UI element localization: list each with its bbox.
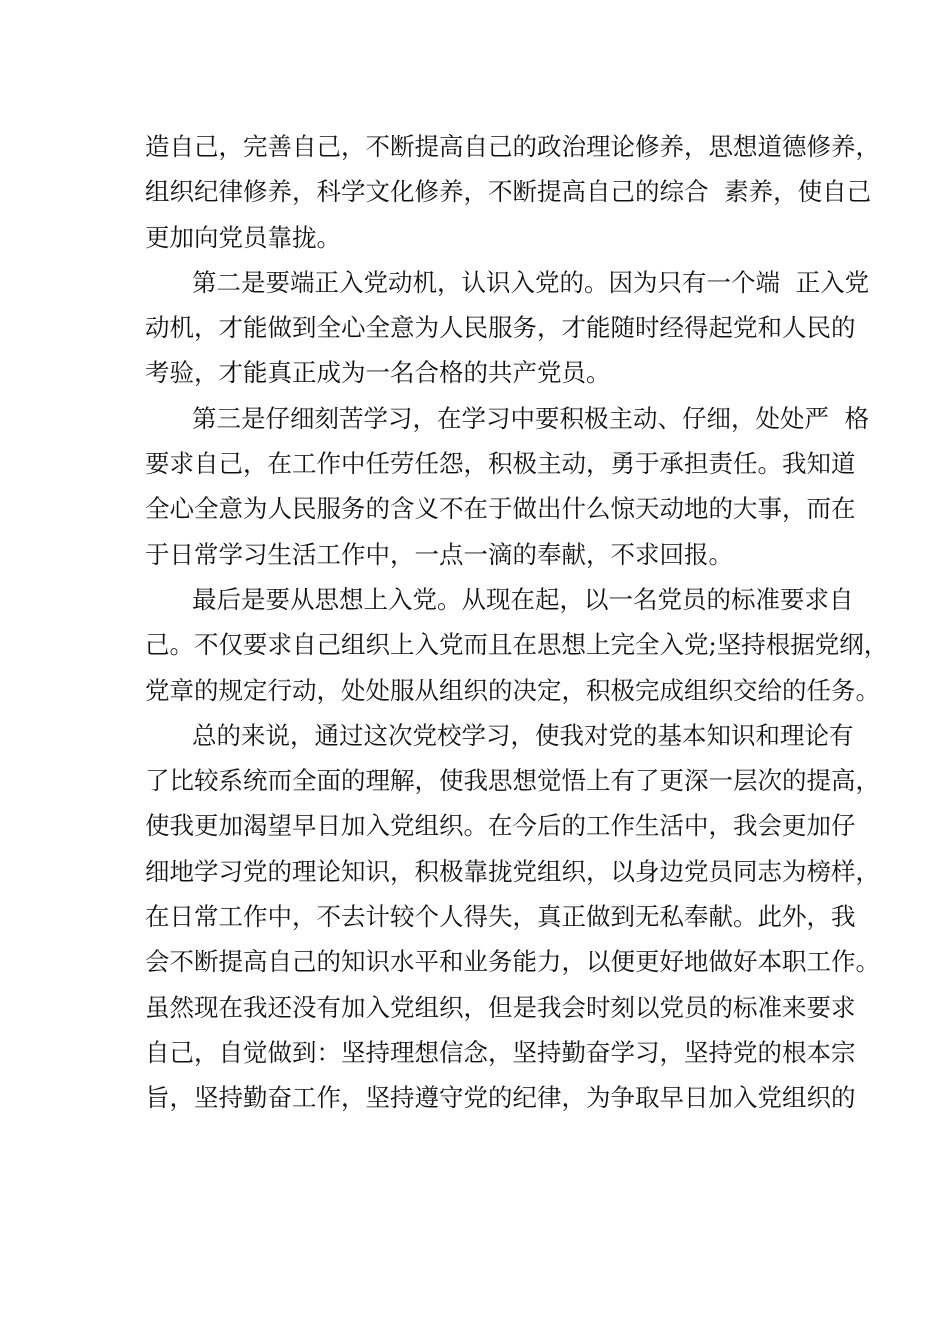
text-line: 自己，自觉做到：坚持理想信念，坚持勤奋学习，坚持党的根本宗 xyxy=(145,1037,856,1067)
text-line: 旨，坚持勤奋工作，坚持遵守党的纪律，为争取早日加入党组织的 xyxy=(145,1083,856,1113)
text-line: 总的来说，通过这次党校学习，使我对党的基本知识和理论有 xyxy=(192,720,854,750)
text-line: 第三是仔细刻苦学习，在学习中要积极主动、仔细，处处严 格 xyxy=(192,403,870,433)
text-line: 虽然现在我还没有加入党组织，但是我会时刻以党员的标准来要求 xyxy=(145,992,856,1022)
text-line: 组织纪律修养，科学文化修养，不断提高自己的综合 素养，使自己 xyxy=(145,177,872,207)
text-line: 更加向党员靠拢。 xyxy=(145,222,341,252)
text-line: 最后是要从思想上入党。从现在起，以一名党员的标准要求自 xyxy=(192,584,854,614)
text-line: 全心全意为人民服务的含义不在于做出什么惊天动地的大事，而在 xyxy=(145,494,856,524)
paragraph xyxy=(145,713,880,1121)
paragraph xyxy=(145,396,870,577)
text-line: 要求自己，在工作中任劳任怨，积极主动，勇于承担责任。我知道 xyxy=(145,449,856,479)
text-line: 动机，才能做到全心全意为人民服务，才能随时经得起党和人民的 xyxy=(145,313,856,343)
text-line: 于日常学习生活工作中，一点一滴的奉献，不求回报。 xyxy=(145,539,733,569)
text-line: 第二是要端正入党动机，认识入党的。因为只有一个端 正入党 xyxy=(192,267,870,297)
text-line: 党章的规定行动，处处服从组织的决定，积极完成组织交给的任务。 xyxy=(145,675,880,705)
document-body xyxy=(145,124,889,1121)
paragraph xyxy=(145,577,889,713)
text-line: 造自己，完善自己，不断提高自己的政治理论修养，思想道德修养， xyxy=(145,132,880,161)
text-line: 考验，才能真正成为一名合格的共产党员。 xyxy=(145,358,611,388)
paragraph xyxy=(145,124,880,260)
text-line: 细地学习党的理论知识，积极靠拢党组织，以身边党员同志为榜样， xyxy=(145,856,880,886)
paragraph xyxy=(145,260,870,396)
text-line: 使我更加渴望早日加入党组织。在今后的工作生活中，我会更加仔 xyxy=(145,811,856,841)
text-line: 会不断提高自己的知识水平和业务能力，以便更好地做好本职工作。 xyxy=(145,947,880,977)
text-line: 在日常工作中，不去计较个人得失，真正做到无私奉献。此外，我 xyxy=(145,902,856,932)
text-line: 己。不仅要求自己组织上入党而且在思想上完全入党;坚持根据党纲， xyxy=(145,630,889,660)
text-line: 了比较系统而全面的理解，使我思想觉悟上有了更深一层次的提高， xyxy=(145,766,880,796)
